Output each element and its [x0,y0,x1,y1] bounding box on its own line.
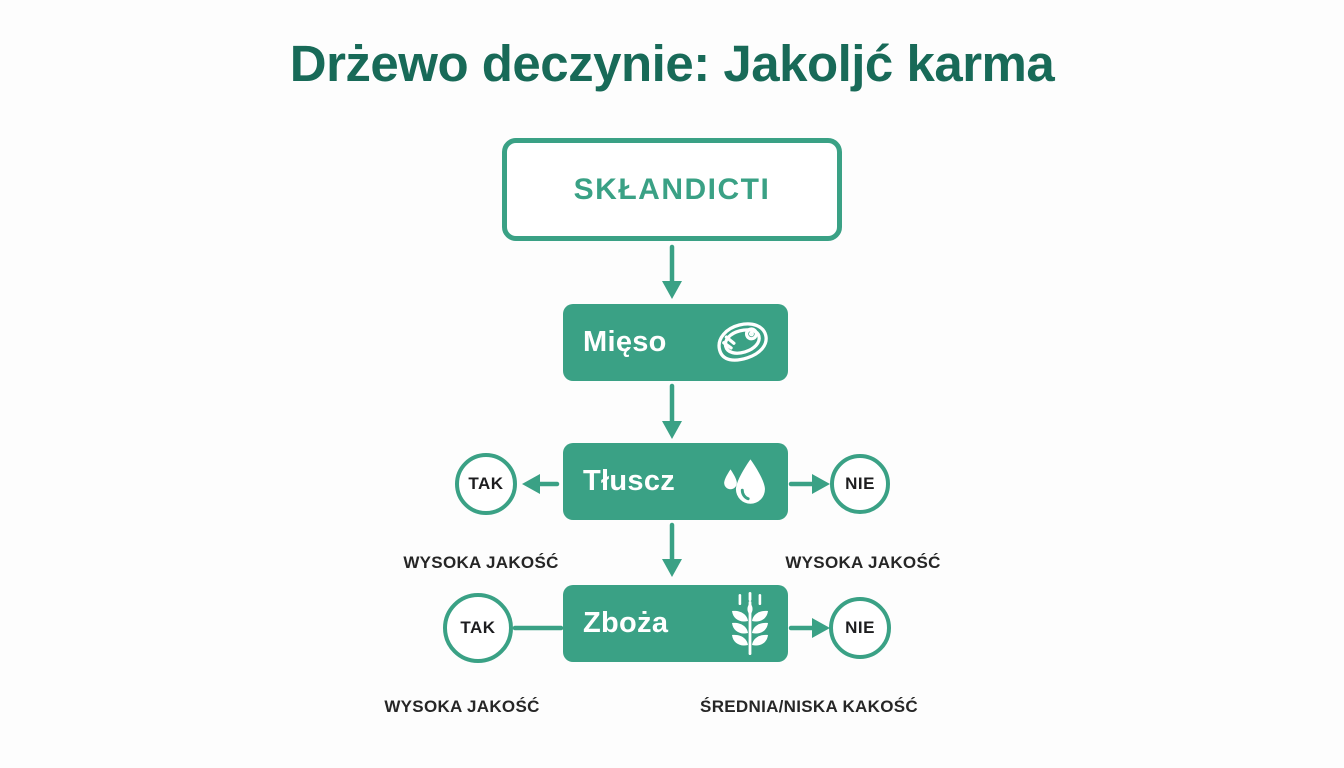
node-mieso-label: Mięso [583,326,667,358]
arrowhead-tluscz-to-zboza [662,559,682,577]
tluscz-nie-label: NIE [845,474,875,493]
zboza-tak-label: TAK [460,618,496,637]
zboza-nie-circle [829,597,891,659]
tluscz-nie-circle [830,454,890,514]
arrowhead-tluscz-to-nie [812,474,830,494]
arrowhead-tluscz-to-tak [522,474,540,494]
tluscz-tak-circle [455,453,517,515]
wheat-icon [726,591,774,657]
node-mieso [563,304,788,381]
node-tluscz-label: Tłuscz [583,465,676,497]
zboza-nie-label: NIE [845,618,875,637]
zboza-tak-outcome-label: WYSOKA JAKOŚĆ [384,697,540,716]
zboza-nie-outcome-label: ŚREDNIA/NISKA KAKOŚĆ [700,697,918,716]
node-zboza-label: Zboża [583,607,669,639]
node-zboza [563,585,788,662]
arrowhead-mieso-to-tluscz [662,421,682,439]
arrowhead-root-to-mieso [662,281,682,299]
tluscz-tak-outcome-label: WYSOKA JAKOŚĆ [403,553,559,572]
root-node-skladnicti [502,138,842,241]
water-drop-icon [716,452,774,512]
tluscz-nie-outcome-label: WYSOKA JAKOŚĆ [785,553,941,572]
node-tluscz [563,443,788,520]
steak-icon [712,315,774,371]
tluscz-tak-label: TAK [468,474,504,493]
arrowhead-zboza-to-nie [812,618,830,638]
root-node-label: SKŁANDICTI [573,172,771,206]
zboza-tak-circle [443,593,513,663]
page-title: Drżewo deczynie: Jakoljć karma [289,35,1055,92]
